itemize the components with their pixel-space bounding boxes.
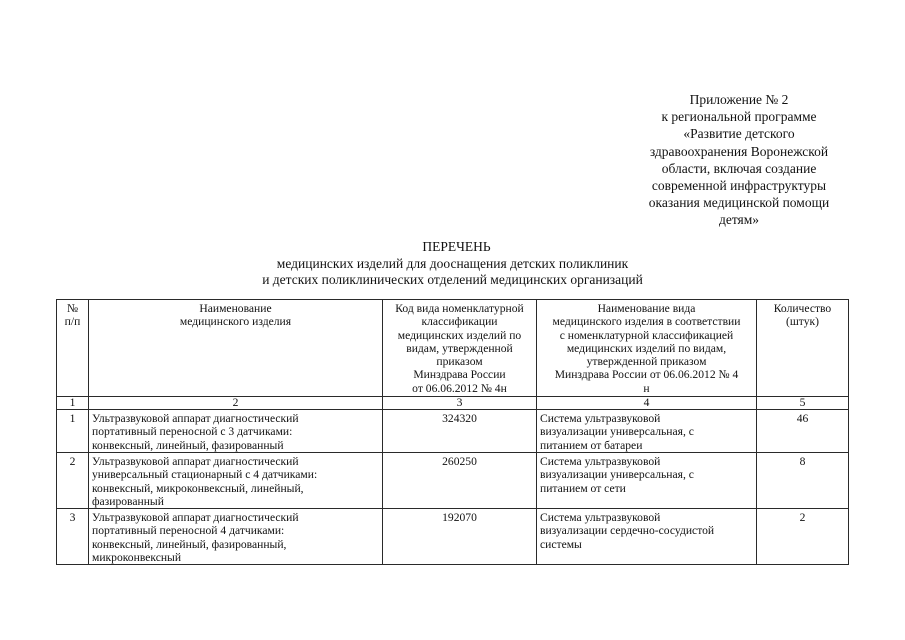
- device-name-line: Ультразвуковой аппарат диагностический: [92, 454, 299, 468]
- header-device-name: [89, 300, 383, 397]
- classification-code: 192070: [383, 509, 537, 565]
- device-name-line: универсальный стационарный с 4 датчиками:: [92, 468, 318, 482]
- appendix-block: [585, 91, 893, 229]
- header-text: Наименование вида: [597, 302, 696, 315]
- device-type-line: Система ультразвуковой: [540, 412, 661, 426]
- device-name: [89, 410, 383, 453]
- device-name-line: конвексный, линейный, фазированный: [92, 438, 284, 452]
- appendix-line: Приложение № 2: [689, 92, 789, 107]
- classification-code: 260250: [383, 452, 537, 508]
- device-name-line: микроконвексный: [92, 551, 182, 565]
- document-subtitle-line: медицинских изделий для дооснащения детских поликлиник: [276, 255, 629, 271]
- device-type-line: визуализации сердечно-сосудистой: [540, 524, 715, 538]
- header-text: Количество: [773, 302, 832, 315]
- column-number: 5: [757, 397, 849, 410]
- document-title: [0, 239, 905, 289]
- device-type-line: Система ультразвуковой: [540, 511, 661, 525]
- header-text: приказом: [436, 355, 483, 369]
- device-type: [537, 452, 757, 508]
- device-name-line: Ультразвуковой аппарат диагностический: [92, 412, 299, 426]
- header-classification-code: [383, 300, 537, 397]
- device-name: [89, 509, 383, 565]
- header-number: [57, 300, 89, 397]
- table-row: [57, 410, 849, 453]
- header-text: с номенклатурной классификацией: [559, 328, 734, 342]
- header-text: (штук): [786, 315, 819, 329]
- device-type-line: Система ультразвуковой: [540, 454, 661, 468]
- quantity: 2: [757, 509, 849, 565]
- document-heading: ПЕРЕЧЕНЬ: [422, 239, 491, 254]
- device-name-line: портативный переносной 4 датчиками:: [92, 524, 285, 538]
- appendix-line: оказания медицинской помощи: [648, 195, 830, 211]
- appendix-line: области, включая создание: [661, 160, 817, 176]
- header-text: медицинского изделия: [179, 315, 292, 329]
- device-name: [89, 452, 383, 508]
- appendix-line: детям»: [718, 212, 760, 228]
- header-text: медицинского изделия в соответствии: [552, 315, 741, 329]
- appendix-line: «Развитие детского: [683, 126, 795, 142]
- device-name-line: конвексный, линейный, фазированный,: [92, 537, 287, 551]
- table-row: [57, 452, 849, 508]
- column-numbers-row: [57, 397, 849, 410]
- column-number: 3: [383, 397, 537, 410]
- device-name-line: конвексный, микроконвексный, линейный,: [92, 481, 304, 495]
- row-number: 1: [57, 410, 89, 453]
- header-text: классификации: [421, 315, 498, 329]
- device-name-line: портативный переносной с 3 датчиками:: [92, 425, 293, 439]
- appendix-line: здравоохранения Воронежской: [649, 143, 829, 159]
- device-type-line: питанием от батареи: [540, 438, 643, 452]
- device-name-line: Ультразвуковой аппарат диагностический: [92, 511, 299, 525]
- header-text: Минздрава России от 06.06.2012 № 4: [554, 368, 739, 382]
- header-quantity: [757, 300, 849, 397]
- row-number: 3: [57, 509, 89, 565]
- header-text: п/п: [64, 315, 81, 329]
- device-type-line: визуализации универсальная, с: [540, 468, 694, 482]
- header-text: видам, утвержденной: [406, 341, 513, 355]
- device-type-line: визуализации универсальная, с: [540, 425, 694, 439]
- table-row: [57, 509, 849, 565]
- table-header-row: [57, 300, 849, 397]
- column-number: 1: [57, 397, 89, 410]
- header-text: медицинских изделий по видам,: [566, 341, 727, 355]
- header-text: от 06.06.2012 № 4н: [412, 381, 507, 395]
- header-text: №: [66, 302, 79, 315]
- column-number: 2: [89, 397, 383, 410]
- header-text: н: [643, 381, 650, 395]
- column-number: 4: [537, 397, 757, 410]
- device-name-line: фазированный: [92, 494, 164, 508]
- appendix-line: современной инфраструктуры: [651, 178, 827, 194]
- document-subtitle-line: и детских поликлинических отделений медицинских организаций: [262, 272, 643, 287]
- header-text: Минздрава России: [413, 368, 506, 382]
- quantity: 8: [757, 452, 849, 508]
- appendix-line: к региональной программе: [661, 109, 817, 125]
- device-type: [537, 410, 757, 453]
- device-type-line: системы: [540, 537, 582, 551]
- quantity: 46: [757, 410, 849, 453]
- header-text: Наименование: [199, 302, 272, 315]
- header-text: утвержденной приказом: [586, 355, 707, 369]
- header-text: медицинских изделий по: [397, 328, 522, 342]
- classification-code: 324320: [383, 410, 537, 453]
- device-type-line: питанием от сети: [540, 481, 626, 495]
- medical-devices-table: [56, 299, 849, 565]
- header-device-type: [537, 300, 757, 397]
- device-type: [537, 509, 757, 565]
- row-number: 2: [57, 452, 89, 508]
- header-text: Код вида номенклатурной: [395, 302, 524, 315]
